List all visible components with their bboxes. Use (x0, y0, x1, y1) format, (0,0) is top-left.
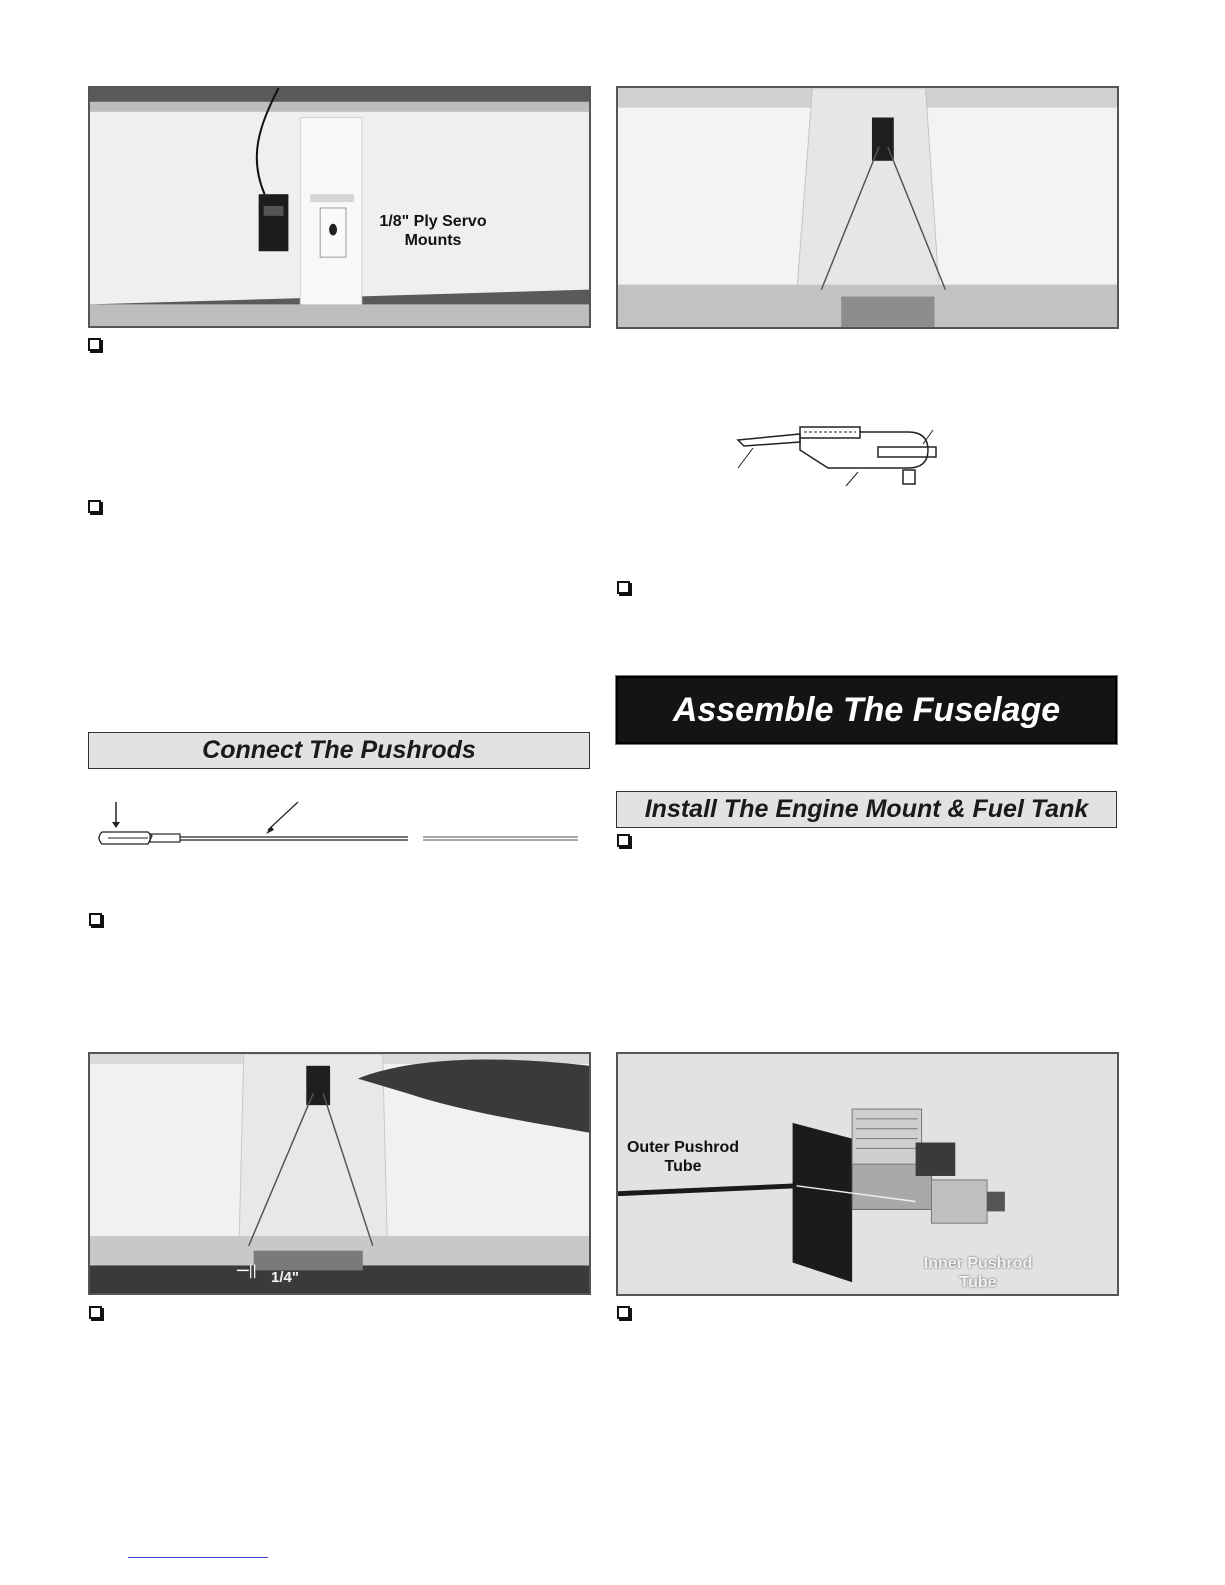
outer-pushrod-tube-label (618, 1138, 748, 1176)
step-checkbox[interactable] (617, 1306, 630, 1319)
step-checkbox[interactable] (89, 1306, 102, 1319)
footer-underline (128, 1557, 268, 1558)
outer-label-line1: Outer Pushrod (626, 1139, 739, 1156)
chapter-title-assemble-fuselage (616, 676, 1117, 744)
servo-mounts-label (358, 212, 508, 250)
section-title-text: Install The Engine Mount & Fuel Tank (644, 795, 1089, 823)
photo-servo-mounts (88, 86, 591, 328)
servo-mounts-label-line2: Mounts (404, 232, 462, 249)
photo-engine-mount (616, 1052, 1119, 1296)
inner-pushrod-tube-label (908, 1254, 1048, 1292)
step-checkbox[interactable] (617, 834, 630, 847)
gap-dimension-text: 1/4" (271, 1269, 299, 1286)
gap-dimension-label (260, 1268, 310, 1287)
step-checkbox[interactable] (617, 581, 630, 594)
pushrod-diagram (88, 796, 588, 856)
step-checkbox[interactable] (89, 913, 102, 926)
outer-label-line2: Tube (664, 1158, 702, 1175)
section-title-text: Connect The Pushrods (202, 736, 476, 764)
chapter-title-text: Assemble The Fuselage (672, 691, 1061, 729)
clevis-diagram (728, 420, 948, 492)
inner-label-line2: Tube (959, 1274, 997, 1291)
photo-pushrod-gap (88, 1052, 591, 1295)
step-checkbox[interactable] (88, 500, 101, 513)
photo-wing-servo-pushrods (616, 86, 1119, 329)
servo-mounts-label-line1: 1/8" Ply Servo (379, 213, 487, 230)
step-checkbox[interactable] (88, 338, 101, 351)
section-title-connect-pushrods (88, 732, 590, 769)
section-title-install-engine-mount (616, 791, 1117, 828)
inner-label-line1: Inner Pushrod (923, 1255, 1033, 1272)
